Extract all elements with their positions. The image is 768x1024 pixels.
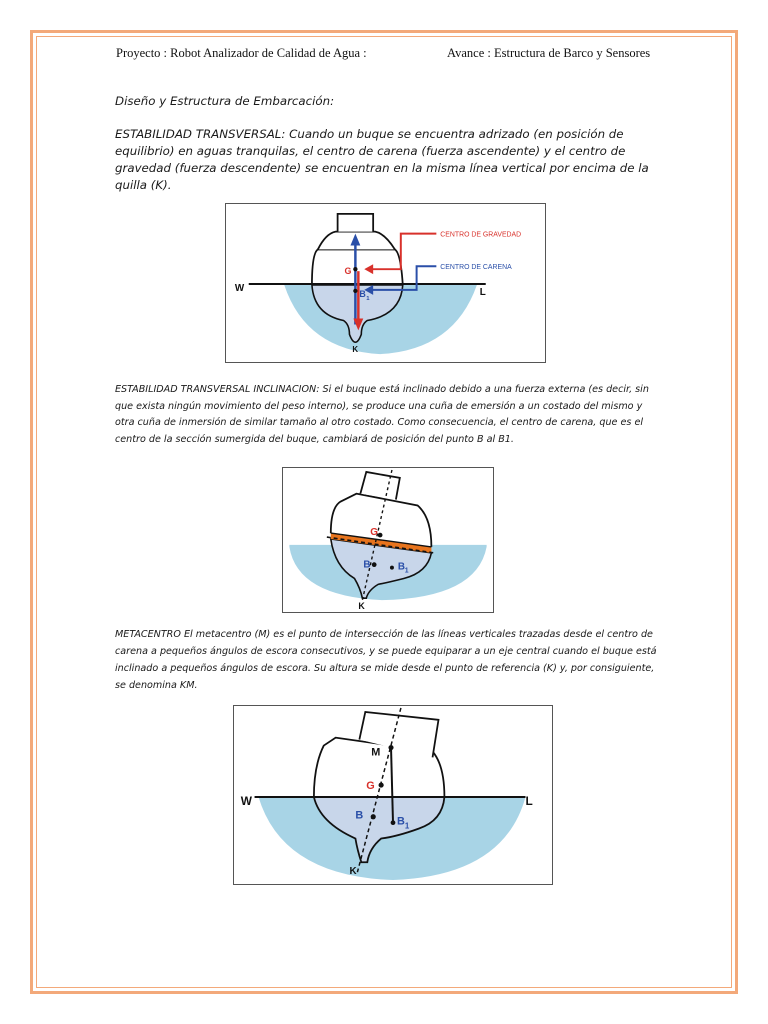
label-w: W — [240, 793, 252, 808]
g-point — [378, 533, 383, 538]
label-w: W — [234, 282, 245, 294]
superstructure — [338, 214, 374, 232]
figure-upright-ship — [225, 203, 546, 363]
label-b1-sub: 1 — [404, 567, 409, 575]
section-title: Diseño y Estructura de Embarcación: — [115, 94, 335, 108]
g-point — [353, 267, 357, 271]
label-centro-carena: CENTRO DE CARENA — [440, 264, 512, 272]
b1-point — [391, 820, 396, 825]
upright-ship-diagram — [226, 204, 545, 362]
label-k: K — [358, 601, 365, 612]
label-b1-sub: 1 — [404, 821, 410, 831]
label-b-sub: 1 — [366, 295, 370, 302]
label-m: M — [371, 746, 381, 759]
b1-point — [390, 566, 394, 570]
header-progress: Avance : Estructura de Barco y Sensores — [447, 46, 651, 60]
b-point — [372, 562, 377, 567]
label-b: B — [359, 288, 366, 299]
m-point — [388, 745, 393, 750]
label-g: G — [344, 266, 352, 277]
paragraph-transverse-stability: ESTABILIDAD TRANSVERSAL: Cuando un buque se encuentra adrizado (en posición de equilibrio) en aguas tranquilas, el centro de carena (fuerza ascendente) y el centro de gravedad (fuerza descendente) se encuentran en la misma línea vertical por encima de la quilla (K). — [115, 127, 649, 192]
paragraph-inclination: ESTABILIDAD TRANSVERSAL INCLINACION: Si el buque está inclinado debido a una fuerza externa (es decir, sin que exista ningún movimiento del peso interno), se produce una cuña de emersión a un costado del mismo y otra cuña de inmersión de similar tamaño al otro costado. Como consecuencia, el centro de carena, que es el centro de la sección sumergida del buque, cambiará de posición del punto B al B1. — [115, 384, 649, 445]
label-b1: B — [397, 561, 405, 573]
inclined-ship-diagram — [283, 468, 493, 612]
paragraph-metacenter: METACENTRO El metacentro (M) es el punto de intersección de las líneas verticales trazadas desde el centro de carena a pequeños ángulos de escora consecutivos, y se puede equiparar a un eje central cuando el buque está inclinado a pequeños ángulos de escora. Su altura se mide desde el punto de referencia (K) y, por consiguiente, se denomina KM. — [115, 629, 657, 691]
b-point — [371, 814, 376, 819]
label-b: B — [355, 809, 364, 822]
label-k: K — [352, 345, 359, 355]
label-k: K — [349, 866, 357, 878]
label-b1: B — [396, 815, 405, 828]
label-centro-gravedad: CENTRO DE GRAVEDAD — [440, 231, 522, 239]
label-l: L — [479, 286, 486, 298]
b-point — [353, 289, 357, 293]
metacenter-diagram — [234, 706, 552, 884]
header-project: Proyecto : Robot Analizador de Calidad de Agua : — [116, 46, 367, 60]
label-g: G — [366, 780, 375, 793]
figure-inclined-ship — [282, 467, 494, 613]
label-g: G — [370, 527, 378, 539]
label-b: B — [363, 559, 371, 571]
g-point — [379, 783, 384, 788]
figure-metacenter — [233, 705, 553, 885]
label-l: L — [525, 793, 533, 808]
